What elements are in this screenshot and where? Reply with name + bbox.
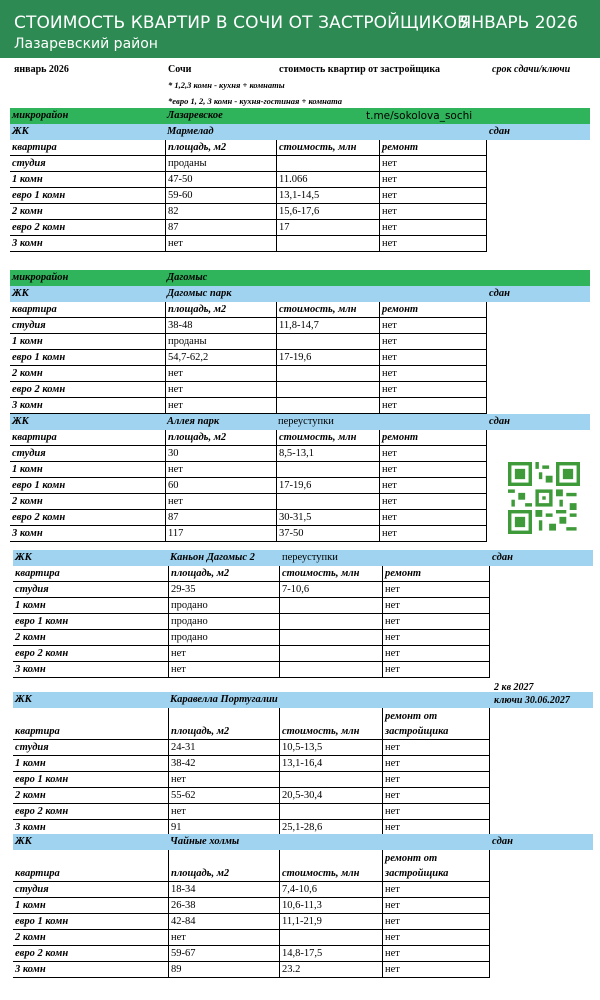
- cell-repair: нет: [379, 366, 487, 382]
- cell-price: 7,4-10,6: [279, 882, 382, 898]
- cell-area: нет: [165, 398, 276, 414]
- cell-area: нет: [168, 804, 279, 820]
- price-table: [13, 708, 593, 836]
- cell-price: [279, 930, 382, 946]
- cell-price: 25,1-28,6: [279, 820, 382, 836]
- cell-repair: нет: [379, 236, 487, 252]
- cell-area: 38-48: [165, 318, 276, 334]
- cell-repair: нет: [382, 582, 490, 598]
- cell-price: 15,6-17,6: [276, 204, 379, 220]
- cell-price: 13,1-14,5: [276, 188, 379, 204]
- complex-status: сдан: [489, 126, 510, 137]
- cell-repair: нет: [382, 962, 490, 978]
- cell-area: 54,7-62,2: [165, 350, 276, 366]
- cell-area: 29-35: [168, 582, 279, 598]
- cell-price: [276, 382, 379, 398]
- cell-flat-type: 2 комн: [13, 788, 168, 804]
- cell-repair: нет: [382, 914, 490, 930]
- col-header-area: [168, 850, 279, 882]
- table-row: [13, 898, 593, 914]
- cell-price: 11,1-21,9: [279, 914, 382, 930]
- cell-price: [279, 630, 382, 646]
- cell-flat-type: 3 комн: [13, 962, 168, 978]
- cell-repair: нет: [379, 220, 487, 236]
- cell-area: 87: [165, 510, 276, 526]
- cell-repair: нет: [382, 662, 490, 678]
- table-header-row: [10, 140, 590, 156]
- table-row: [10, 398, 590, 414]
- cell-flat-type: 2 комн: [13, 930, 168, 946]
- cell-flat-type: студия: [13, 882, 168, 898]
- cell-flat-type: студия: [10, 318, 165, 334]
- info-city: Сочи: [168, 64, 192, 75]
- cell-flat-type: 1 комн: [13, 756, 168, 772]
- cell-area: 89: [168, 962, 279, 978]
- col-header-price: [276, 302, 379, 318]
- complex-name: Чайные холмы: [170, 836, 240, 847]
- col-header-flat-text: квартира: [15, 868, 60, 879]
- table-header-row: [13, 566, 593, 582]
- cell-price: [279, 614, 382, 630]
- cell-price: 37-50: [276, 526, 379, 542]
- complex-name: Каньон Дагомыс 2: [170, 552, 255, 563]
- cell-price: 14,8-17,5: [279, 946, 382, 962]
- cell-area: 59-60: [165, 188, 276, 204]
- district-label: микрорайон: [12, 272, 69, 283]
- zk-label: ЖК: [12, 416, 29, 427]
- cell-repair: нет: [379, 156, 487, 172]
- table-row: [10, 494, 590, 510]
- col-header-price-text: стоимость, млн: [282, 568, 360, 579]
- table-row: [13, 614, 593, 630]
- cell-repair: нет: [382, 598, 490, 614]
- cell-price: [279, 646, 382, 662]
- cell-price: 10,6-11,3: [279, 898, 382, 914]
- col-header-area: [165, 140, 276, 156]
- info-note-1: * 1,2,3 комн - кухня + комнаты: [168, 80, 285, 90]
- cell-price: [276, 462, 379, 478]
- col-header-area-text: площадь, м2: [168, 304, 227, 315]
- cell-flat-type: 1 комн: [13, 598, 168, 614]
- cell-flat-type: 3 комн: [13, 662, 168, 678]
- complex-status: сдан: [489, 416, 510, 427]
- cell-area: 117: [165, 526, 276, 542]
- page-month: ЯНВАРЬ 2026: [459, 13, 578, 33]
- cell-area: 47-50: [165, 172, 276, 188]
- cell-flat-type: евро 1 комн: [13, 614, 168, 630]
- cell-flat-type: 3 комн: [13, 820, 168, 836]
- cell-flat-type: 3 комн: [10, 398, 165, 414]
- cell-repair: нет: [382, 898, 490, 914]
- col-header-price: [279, 566, 382, 582]
- cell-price: 11,8-14,7: [276, 318, 379, 334]
- cell-flat-type: 1 комн: [10, 462, 165, 478]
- cell-area: 30: [165, 446, 276, 462]
- cell-price: [276, 236, 379, 252]
- col-header-repair-text: ремонт: [382, 432, 419, 443]
- cell-flat-type: евро 1 комн: [10, 350, 165, 366]
- col-header-area-text: площадь, м2: [168, 142, 227, 153]
- complex-name: Дагомыс парк: [167, 288, 232, 299]
- col-header-flat: [13, 850, 168, 882]
- col-header-flat-text: квартира: [15, 568, 60, 579]
- complex-row: [13, 834, 593, 850]
- table-row: [10, 366, 590, 382]
- table-row: [10, 236, 590, 252]
- cell-flat-type: евро 2 комн: [10, 510, 165, 526]
- col-header-repair-text: ремонт от застройщика: [385, 711, 449, 737]
- cell-price: 20,5-30,4: [279, 788, 382, 804]
- col-header-price-text: стоимость, млн: [282, 726, 360, 737]
- col-header-repair: [382, 850, 490, 882]
- col-header-price: [276, 140, 379, 156]
- table-row: [10, 188, 590, 204]
- cell-repair: нет: [379, 510, 487, 526]
- cell-flat-type: евро 1 комн: [13, 772, 168, 788]
- cell-flat-type: студия: [10, 446, 165, 462]
- cell-price: 17-19,6: [276, 478, 379, 494]
- col-header-flat: [13, 566, 168, 582]
- table-header-row: [13, 708, 593, 740]
- cell-price: [276, 366, 379, 382]
- complex-keys: ключи 30.06.2027: [494, 695, 570, 706]
- price-table: [10, 302, 590, 414]
- cell-price: 30-31,5: [276, 510, 379, 526]
- cell-flat-type: евро 2 комн: [10, 382, 165, 398]
- cell-repair: нет: [379, 382, 487, 398]
- complex-name: Аллея парк: [167, 416, 220, 427]
- cell-flat-type: 2 комн: [10, 494, 165, 510]
- col-header-flat-text: квартира: [12, 304, 57, 315]
- price-table: [13, 566, 593, 678]
- table-row: [13, 772, 593, 788]
- table-row: [13, 930, 593, 946]
- cell-flat-type: студия: [13, 740, 168, 756]
- col-header-repair: [382, 566, 490, 582]
- col-header-repair: [382, 708, 490, 740]
- cell-repair: нет: [379, 478, 487, 494]
- cell-flat-type: евро 1 комн: [10, 478, 165, 494]
- col-header-repair-text: ремонт: [382, 142, 419, 153]
- cell-price: [276, 156, 379, 172]
- table-row: [13, 914, 593, 930]
- col-header-repair: [379, 302, 487, 318]
- zk-label: ЖК: [12, 126, 29, 137]
- complex-status: сдан: [492, 836, 513, 847]
- table-row: [13, 598, 593, 614]
- cell-area: 60: [165, 478, 276, 494]
- table-row: [10, 478, 590, 494]
- col-header-price: [279, 708, 382, 740]
- info-note-2: *евро 1, 2, 3 комн - кухня-гостиная + комната: [168, 96, 343, 106]
- table-row: [10, 446, 590, 462]
- cell-price: [279, 772, 382, 788]
- cell-repair: нет: [382, 646, 490, 662]
- cell-repair: нет: [382, 772, 490, 788]
- cell-area: нет: [168, 662, 279, 678]
- col-header-area: [168, 708, 279, 740]
- cell-flat-type: евро 1 комн: [13, 914, 168, 930]
- complex-note: переуступки: [278, 416, 334, 427]
- cell-area: 91: [168, 820, 279, 836]
- section-dagomys: [10, 270, 590, 542]
- cell-repair: нет: [379, 204, 487, 220]
- cell-area: нет: [165, 236, 276, 252]
- table-row: [13, 882, 593, 898]
- col-header-price-text: стоимость, млн: [279, 142, 357, 153]
- cell-flat-type: евро 2 комн: [10, 220, 165, 236]
- col-header-flat-text: квартира: [12, 432, 57, 443]
- cell-area: продано: [168, 598, 279, 614]
- table-header-row: [10, 430, 590, 446]
- cell-flat-type: евро 1 комн: [10, 188, 165, 204]
- cell-flat-type: 2 комн: [13, 630, 168, 646]
- cell-flat-type: евро 2 комн: [13, 946, 168, 962]
- cell-flat-type: 2 комн: [10, 204, 165, 220]
- cell-price: 8,5-13,1: [276, 446, 379, 462]
- col-header-area-text: площадь, м2: [171, 726, 230, 737]
- col-header-repair: [379, 430, 487, 446]
- header-banner: [0, 0, 600, 58]
- table-row: [13, 946, 593, 962]
- cell-repair: нет: [379, 318, 487, 334]
- section-chainye-kholmy: [13, 834, 593, 978]
- col-header-price: [276, 430, 379, 446]
- table-row: [10, 334, 590, 350]
- table-row: [10, 204, 590, 220]
- zk-label: ЖК: [15, 694, 32, 705]
- complex-note: переуступки: [282, 552, 338, 563]
- cell-price: 23.2: [279, 962, 382, 978]
- table-row: [10, 462, 590, 478]
- cell-price: [279, 598, 382, 614]
- qr-code-icon[interactable]: [508, 462, 580, 534]
- col-header-area: [165, 302, 276, 318]
- district-name: Лазаревское: [167, 110, 223, 121]
- district-title: Лазаревский район: [14, 36, 158, 52]
- cell-area: нет: [165, 382, 276, 398]
- col-header-area-text: площадь, м2: [168, 432, 227, 443]
- cell-price: 17-19,6: [276, 350, 379, 366]
- cell-area: продано: [168, 630, 279, 646]
- col-header-flat-text: квартира: [15, 726, 60, 737]
- cell-price: 17: [276, 220, 379, 236]
- district-row: [10, 270, 590, 286]
- zk-label: ЖК: [15, 836, 32, 847]
- cell-area: нет: [165, 462, 276, 478]
- complex-name: Мармелад: [167, 126, 214, 137]
- table-row: [13, 646, 593, 662]
- cell-flat-type: евро 2 комн: [13, 646, 168, 662]
- table-row: [13, 756, 593, 772]
- district-row: [10, 108, 590, 124]
- table-row: [10, 350, 590, 366]
- cell-repair: нет: [379, 188, 487, 204]
- cell-flat-type: евро 2 комн: [13, 804, 168, 820]
- col-header-repair-text: ремонт от застройщика: [385, 853, 449, 879]
- cell-area: 42-84: [168, 914, 279, 930]
- table-row: [13, 630, 593, 646]
- cell-flat-type: 1 комн: [10, 172, 165, 188]
- telegram-link[interactable]: t.me/sokolova_sochi: [366, 110, 473, 122]
- cell-flat-type: 3 комн: [10, 526, 165, 542]
- col-header-area: [168, 566, 279, 582]
- cell-repair: нет: [382, 788, 490, 804]
- cell-area: нет: [168, 646, 279, 662]
- col-header-price-text: стоимость, млн: [279, 304, 357, 315]
- cell-area: продано: [168, 614, 279, 630]
- col-header-price-text: стоимость, млн: [282, 868, 360, 879]
- info-date: январь 2026: [14, 64, 69, 75]
- cell-flat-type: 3 комн: [10, 236, 165, 252]
- cell-flat-type: 2 комн: [10, 366, 165, 382]
- complex-row: [13, 550, 593, 566]
- cell-area: 38-42: [168, 756, 279, 772]
- cell-area: 59-67: [168, 946, 279, 962]
- price-table: [10, 140, 590, 252]
- cell-area: нет: [165, 366, 276, 382]
- col-header-flat-text: квартира: [12, 142, 57, 153]
- district-label: микрорайон: [12, 110, 69, 121]
- table-header-row: [10, 302, 590, 318]
- cell-price: 7-10,6: [279, 582, 382, 598]
- cell-repair: нет: [382, 614, 490, 630]
- cell-repair: нет: [379, 350, 487, 366]
- table-row: [13, 662, 593, 678]
- complex-row: [10, 414, 590, 430]
- cell-area: нет: [165, 494, 276, 510]
- cell-area: 18-34: [168, 882, 279, 898]
- complex-status: 2 кв 2027: [494, 682, 534, 693]
- cell-repair: нет: [379, 526, 487, 542]
- complex-status: сдан: [489, 288, 510, 299]
- table-row: [13, 582, 593, 598]
- cell-price: [276, 398, 379, 414]
- cell-price: 13,1-16,4: [279, 756, 382, 772]
- table-row: [13, 740, 593, 756]
- complex-row: [10, 286, 590, 302]
- cell-repair: нет: [382, 882, 490, 898]
- col-header-area-text: площадь, м2: [171, 868, 230, 879]
- cell-area: 24-31: [168, 740, 279, 756]
- cell-repair: нет: [379, 172, 487, 188]
- table-row: [10, 318, 590, 334]
- cell-repair: нет: [382, 804, 490, 820]
- cell-repair: нет: [379, 462, 487, 478]
- zk-label: ЖК: [12, 288, 29, 299]
- cell-repair: нет: [379, 334, 487, 350]
- cell-area: 82: [165, 204, 276, 220]
- table-row: [10, 156, 590, 172]
- price-table: [10, 430, 590, 542]
- table-row: [10, 510, 590, 526]
- section-lazarevskoe: [10, 108, 590, 252]
- col-header-flat: [10, 302, 165, 318]
- price-table: [13, 850, 593, 978]
- district-name: Дагомыс: [167, 272, 208, 283]
- cell-area: нет: [168, 772, 279, 788]
- section-kanyon: [13, 550, 593, 678]
- col-header-flat: [10, 140, 165, 156]
- cell-price: [276, 494, 379, 510]
- info-deadline: срок сдачи/ключи: [492, 64, 571, 75]
- cell-repair: нет: [382, 630, 490, 646]
- cell-area: 26-38: [168, 898, 279, 914]
- info-subject: стоимость квартир от застройщика: [279, 64, 441, 75]
- table-row: [10, 382, 590, 398]
- col-header-repair: [379, 140, 487, 156]
- cell-area: нет: [168, 930, 279, 946]
- table-row: [10, 526, 590, 542]
- cell-repair: нет: [382, 946, 490, 962]
- cell-area: 55-62: [168, 788, 279, 804]
- cell-price: [279, 662, 382, 678]
- cell-price: 11.066: [276, 172, 379, 188]
- cell-flat-type: 1 комн: [13, 898, 168, 914]
- cell-repair: нет: [379, 494, 487, 510]
- page-title: СТОИМОСТЬ КВАРТИР В СОЧИ ОТ ЗАСТРОЙЩИКОВ: [14, 13, 469, 33]
- table-row: [10, 220, 590, 236]
- complex-status: сдан: [492, 552, 513, 563]
- cell-repair: нет: [382, 820, 490, 836]
- col-header-flat: [13, 708, 168, 740]
- cell-repair: нет: [379, 398, 487, 414]
- cell-area: 87: [165, 220, 276, 236]
- cell-price: [279, 804, 382, 820]
- cell-area: проданы: [165, 156, 276, 172]
- col-header-repair-text: ремонт: [382, 304, 419, 315]
- cell-repair: нет: [382, 756, 490, 772]
- table-row: [13, 788, 593, 804]
- section-karavella: [13, 692, 593, 836]
- cell-flat-type: студия: [10, 156, 165, 172]
- col-header-area: [165, 430, 276, 446]
- table-row: [13, 804, 593, 820]
- cell-repair: нет: [382, 740, 490, 756]
- complex-name: Каравелла Португалии: [170, 694, 278, 705]
- cell-price: [276, 334, 379, 350]
- zk-label: ЖК: [15, 552, 32, 563]
- cell-flat-type: студия: [13, 582, 168, 598]
- col-header-price: [279, 850, 382, 882]
- table-row: [13, 962, 593, 978]
- cell-area: проданы: [165, 334, 276, 350]
- cell-repair: нет: [379, 446, 487, 462]
- cell-flat-type: 1 комн: [10, 334, 165, 350]
- table-row: [10, 172, 590, 188]
- col-header-flat: [10, 430, 165, 446]
- col-header-price-text: стоимость, млн: [279, 432, 357, 443]
- table-header-row: [13, 850, 593, 882]
- complex-row: [10, 124, 590, 140]
- cell-repair: нет: [382, 930, 490, 946]
- col-header-area-text: площадь, м2: [171, 568, 230, 579]
- col-header-repair-text: ремонт: [385, 568, 422, 579]
- cell-price: 10,5-13,5: [279, 740, 382, 756]
